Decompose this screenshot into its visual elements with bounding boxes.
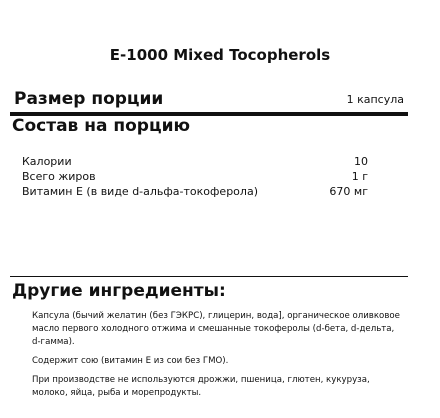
thin-divider: [10, 276, 408, 277]
nutrient-row-total-fat: [22, 169, 368, 184]
nutrient-amount: 670 мг: [329, 185, 368, 198]
nutrient-name: Всего жиров: [22, 170, 96, 183]
allergen-paragraph: Содержит сою (витамин E из сои без ГМО).: [32, 356, 229, 366]
nutrient-amount: 1 г: [351, 170, 368, 183]
nutrient-amount: 10: [354, 155, 368, 168]
ingredients-paragraph: Капсула (бычий желатин (без ГЭКРС), глицерин, вода], органическое оливковое масло первого холодного отжима и смешанные токоферолы (d-бета, d-дельта, d-гамма).: [32, 311, 400, 347]
serving-size-row: [14, 89, 404, 111]
other-ingredients-title: Другие ингредиенты:: [12, 281, 226, 301]
page-title: E-1000 Mixed Tocopherols: [109, 46, 331, 64]
nutrient-name: Калории: [22, 155, 72, 168]
nutrient-row-calories: [22, 154, 368, 169]
free-from-paragraph: При производстве не используются дрожжи, пшеница, глютен, кукуруза, молоко, яйца, рыба и морепродукты.: [32, 375, 370, 398]
serving-size-value: 1 капсула: [346, 93, 404, 106]
nutrient-name: Витамин E (в виде d-альфа-токоферола): [22, 185, 258, 198]
other-ingredients-text: [32, 310, 402, 406]
nutrient-row-vitamin-e: [22, 184, 368, 199]
serving-size-label: Размер порции: [14, 89, 164, 109]
per-serving-title: Состав на порцию: [12, 116, 191, 136]
nutrient-table: [22, 154, 368, 199]
